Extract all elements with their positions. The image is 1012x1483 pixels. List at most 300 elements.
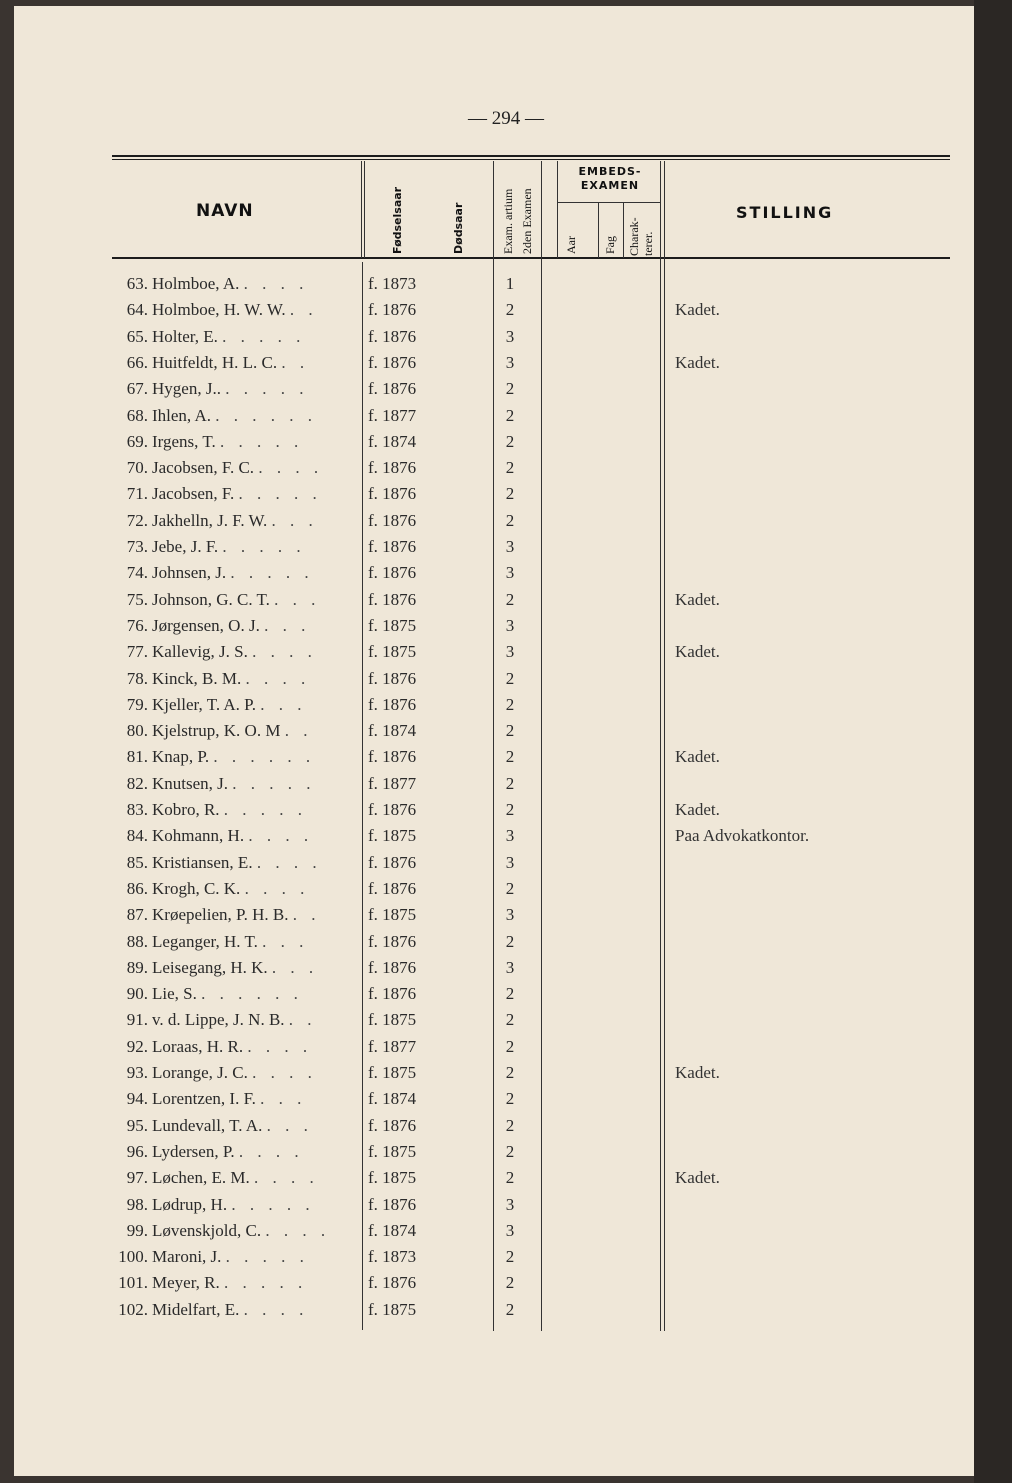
row-name	[152, 1010, 348, 1030]
header-exam-artium: Exam. artium	[501, 188, 515, 254]
table-row	[0, 300, 960, 326]
table-top-rule	[112, 155, 950, 157]
row-number: 89.	[126, 957, 148, 977]
row-birth-year: f. 1876	[368, 747, 417, 767]
row-name	[152, 406, 348, 426]
row-name-text: Lundevall, T. A.	[152, 1115, 263, 1135]
row-number: 92.	[126, 1036, 148, 1056]
row-name-text: Kallevig, J. S.	[152, 642, 248, 662]
row-name	[152, 747, 348, 767]
table-row	[0, 537, 960, 563]
row-birth-year: f. 1876	[368, 1194, 417, 1214]
row-name	[152, 669, 348, 689]
row-name	[152, 1116, 348, 1136]
row-number: 70.	[126, 458, 148, 478]
row-name-text: Krogh, C. K.	[152, 878, 241, 898]
row-name	[152, 1247, 348, 1267]
row-leader-dots: . . . .	[243, 1299, 309, 1319]
row-number: 67.	[126, 379, 148, 399]
row-leader-dots: . . . .	[247, 1036, 313, 1056]
column-divider	[361, 161, 362, 258]
row-stilling: Kadet.	[675, 589, 720, 609]
row-name	[152, 800, 348, 820]
table-row	[0, 563, 960, 589]
row-stilling: Kadet.	[675, 1168, 720, 1188]
row-name-text: Kjeller, T. A. P.	[152, 694, 256, 714]
row-name	[152, 511, 348, 531]
row-name	[152, 879, 348, 899]
row-stilling: Paa Advokatkontor.	[675, 826, 810, 846]
row-birth-year: f. 1876	[368, 957, 417, 977]
row-birth-year: f. 1876	[368, 326, 417, 346]
row-number: 66.	[126, 352, 148, 372]
row-exam-grade: 3	[505, 537, 515, 556]
header-charak-line1: Charak-	[627, 217, 641, 256]
row-name-text: Krøepelien, P. H. B.	[152, 905, 289, 925]
header-embeds-line1: EMBEDS-	[578, 165, 642, 178]
page-edge-shadow	[974, 0, 1012, 1483]
row-leader-dots: . . . . . .	[213, 747, 316, 767]
row-birth-year: f. 1874	[368, 1220, 417, 1240]
row-name	[152, 774, 348, 794]
row-number: 88.	[126, 931, 148, 951]
row-name-text: Kohmann, H.	[152, 826, 245, 846]
row-birth-year: f. 1876	[368, 668, 417, 688]
table-row	[0, 1116, 960, 1142]
row-exam-grade: 2	[505, 405, 515, 425]
header-embeds-line2: EXAMEN	[580, 179, 640, 192]
row-exam-grade: 2	[505, 1273, 515, 1293]
row-exam-grade: 3	[505, 826, 515, 846]
row-number: 90.	[126, 984, 148, 1004]
row-exam-grade: 3	[505, 615, 515, 635]
row-name	[152, 826, 348, 846]
row-name	[152, 274, 348, 294]
table-row	[0, 1247, 960, 1273]
row-stilling: Kadet.	[675, 352, 720, 372]
row-exam-grade: 2	[505, 878, 515, 898]
header-aar: Aar	[564, 236, 578, 254]
row-number: 87.	[126, 905, 148, 925]
row-birth-year: f. 1875	[368, 826, 417, 846]
row-number: 73.	[126, 537, 148, 556]
row-birth-year: f. 1875	[368, 615, 417, 635]
row-exam-grade: 3	[505, 326, 515, 346]
row-stilling: Kadet.	[675, 800, 720, 819]
table-row	[0, 1037, 960, 1063]
row-birth-year: f. 1876	[368, 1115, 417, 1135]
row-exam-grade: 2	[505, 694, 515, 714]
row-exam-grade: 3	[505, 852, 515, 872]
row-leader-dots: . .	[288, 1010, 317, 1030]
row-exam-grade: 2	[505, 984, 515, 1004]
row-number: 80.	[126, 721, 148, 741]
row-leader-dots: . . . .	[244, 878, 310, 898]
row-name-text: Løvenskjold, C.	[152, 1220, 262, 1240]
row-name-text: Maroni, J.	[152, 1247, 222, 1267]
table-row	[0, 905, 960, 931]
row-name	[152, 353, 348, 373]
row-exam-grade: 2	[505, 1063, 515, 1082]
table-row	[0, 484, 960, 510]
row-exam-grade: 3	[505, 1220, 515, 1240]
row-number: 101.	[118, 1273, 148, 1293]
table-row	[0, 379, 960, 405]
row-leader-dots: . . .	[260, 1089, 307, 1109]
row-exam-grade: 2	[505, 800, 515, 819]
row-birth-year: f. 1876	[368, 984, 417, 1004]
table-row	[0, 721, 960, 747]
row-leader-dots: . . .	[260, 694, 307, 714]
table-row	[0, 879, 960, 905]
row-number: 82.	[126, 773, 148, 793]
row-name-text: Kinck, B. M.	[152, 668, 242, 688]
row-name	[152, 1300, 348, 1320]
row-leader-dots: . . . .	[245, 668, 311, 688]
row-number: 68.	[126, 405, 148, 425]
row-name-text: Jacobsen, F. C.	[152, 458, 255, 478]
row-name-text: Ihlen, A.	[152, 405, 212, 425]
row-birth-year: f. 1875	[368, 642, 417, 662]
row-exam-grade: 2	[505, 589, 515, 609]
row-leader-dots: . . . . .	[223, 800, 308, 819]
row-name-text: Huitfeldt, H. L. C.	[152, 352, 278, 372]
table-row	[0, 826, 960, 852]
column-divider	[623, 203, 624, 258]
row-leader-dots: . . . . .	[222, 537, 306, 556]
row-name-text: Knap, P.	[152, 747, 210, 767]
row-name-text: Lie, S.	[152, 984, 197, 1004]
row-name-text: Johnson, G. C. T.	[152, 589, 270, 609]
row-number: 64.	[126, 300, 148, 320]
table-row	[0, 274, 960, 300]
row-name-text: Hygen, J..	[152, 379, 221, 399]
row-exam-grade: 2	[505, 484, 515, 504]
table-row	[0, 1168, 960, 1194]
table-row	[0, 984, 960, 1010]
row-name	[152, 1089, 348, 1109]
row-exam-grade: 2	[505, 747, 515, 767]
row-name-text: Leganger, H. T.	[152, 931, 258, 951]
row-birth-year: f. 1875	[368, 1141, 417, 1161]
row-name	[152, 484, 348, 504]
row-birth-year: f. 1876	[368, 510, 417, 530]
row-number: 95.	[126, 1115, 148, 1135]
table-row	[0, 853, 960, 879]
row-name-text: Loraas, H. R.	[152, 1036, 244, 1056]
row-exam-grade: 3	[505, 957, 515, 977]
table-row	[0, 1300, 960, 1326]
row-number: 65.	[126, 326, 148, 346]
row-birth-year: f. 1877	[368, 1036, 417, 1056]
row-leader-dots: . . . . .	[238, 484, 322, 504]
table-row	[0, 327, 960, 353]
row-stilling: Kadet.	[675, 1063, 720, 1082]
row-exam-grade: 1	[505, 274, 515, 293]
row-name-text: Holmboe, H. W. W.	[152, 300, 286, 320]
row-leader-dots: . . . .	[252, 1063, 317, 1082]
row-birth-year: f. 1874	[368, 721, 417, 741]
header-embeds-examen	[558, 165, 662, 193]
row-birth-year: f. 1877	[368, 405, 417, 425]
row-birth-year: f. 1875	[368, 1168, 417, 1188]
row-leader-dots: . . . .	[238, 1141, 304, 1161]
row-stilling: Kadet.	[675, 747, 720, 767]
row-name-text: Irgens, T.	[152, 431, 216, 451]
row-name	[152, 932, 348, 952]
row-name	[152, 432, 348, 452]
row-birth-year: f. 1873	[368, 274, 417, 293]
row-name-text: Holmboe, A.	[152, 274, 240, 293]
row-number: 102.	[118, 1299, 148, 1319]
table-row	[0, 958, 960, 984]
header-charak-line2: terer.	[641, 231, 655, 256]
header-navn: NAVN	[196, 201, 254, 221]
row-name-text: Løchen, E. M.	[152, 1168, 250, 1188]
row-leader-dots: . . . . . .	[201, 984, 303, 1004]
row-birth-year: f. 1874	[368, 431, 417, 451]
table-row	[0, 1089, 960, 1115]
row-leader-dots: . . .	[262, 931, 309, 951]
row-name	[152, 1142, 348, 1162]
row-exam-grade: 3	[505, 1194, 515, 1214]
table-row	[0, 1010, 960, 1036]
header-dodsaar: Dødsaar	[452, 202, 465, 254]
table-row	[0, 695, 960, 721]
row-exam-grade: 2	[505, 300, 515, 320]
row-name-text: Midelfart, E.	[152, 1299, 240, 1319]
row-number: 74.	[126, 563, 148, 583]
row-birth-year: f. 1875	[368, 905, 417, 925]
row-exam-grade: 3	[505, 563, 515, 583]
row-name-text: Johnsen, J.	[152, 563, 227, 583]
row-leader-dots: . . . . .	[230, 563, 314, 583]
row-name	[152, 984, 348, 1004]
row-name-text: Lorentzen, I. F.	[152, 1089, 256, 1109]
row-name	[152, 616, 348, 636]
row-birth-year: f. 1876	[368, 589, 417, 609]
row-name-text: Lydersen, P.	[152, 1141, 235, 1161]
row-number: 99.	[126, 1220, 148, 1240]
column-divider	[364, 161, 365, 258]
row-number: 84.	[126, 826, 148, 846]
table-row	[0, 642, 960, 668]
row-birth-year: f. 1873	[368, 1247, 417, 1267]
row-name	[152, 590, 348, 610]
row-number: 98.	[126, 1194, 148, 1214]
row-birth-year: f. 1876	[368, 694, 417, 714]
row-name	[152, 721, 348, 741]
row-leader-dots: . . . . .	[231, 1194, 315, 1214]
table-header-bottom-rule	[112, 257, 950, 259]
row-birth-year: f. 1875	[368, 1010, 417, 1030]
row-exam-grade: 2	[505, 668, 515, 688]
row-exam-grade: 2	[505, 1299, 515, 1319]
table-row	[0, 1195, 960, 1221]
row-leader-dots: . . . . .	[224, 1273, 308, 1293]
row-name	[152, 1195, 348, 1215]
row-number: 76.	[126, 615, 148, 635]
row-leader-dots: . . .	[271, 510, 318, 530]
row-leader-dots: . .	[292, 905, 321, 925]
row-leader-dots: . . . .	[243, 274, 309, 293]
row-number: 91.	[126, 1010, 148, 1030]
row-stilling: Kadet.	[675, 642, 720, 662]
row-number: 86.	[126, 878, 148, 898]
row-number: 81.	[126, 747, 148, 767]
row-name	[152, 642, 348, 662]
table-row	[0, 747, 960, 773]
table-row	[0, 432, 960, 458]
row-leader-dots: . . . . .	[225, 1247, 309, 1267]
row-name	[152, 1273, 348, 1293]
row-birth-year: f. 1875	[368, 1299, 417, 1319]
row-leader-dots: . .	[289, 300, 318, 320]
row-leader-dots: . . . .	[252, 642, 317, 662]
row-number: 63.	[126, 274, 148, 293]
table-row	[0, 800, 960, 826]
row-leader-dots: . . . .	[265, 1220, 331, 1240]
row-exam-grade: 2	[505, 1141, 515, 1161]
row-name	[152, 537, 348, 557]
row-number: 71.	[126, 484, 148, 504]
header-anden-examen: 2den Examen	[520, 188, 534, 254]
row-number: 93.	[126, 1063, 148, 1082]
row-birth-year: f. 1874	[368, 1089, 417, 1109]
column-divider	[598, 203, 599, 258]
row-name	[152, 1168, 348, 1188]
header-fodselsaar: Fødselsaar	[391, 186, 404, 254]
row-exam-grade: 2	[505, 931, 515, 951]
row-exam-grade: 2	[505, 1089, 515, 1109]
row-leader-dots: . . .	[274, 589, 321, 609]
row-exam-grade: 3	[505, 905, 515, 925]
row-exam-grade: 2	[505, 510, 515, 530]
row-birth-year: f. 1876	[368, 931, 417, 951]
row-exam-grade: 2	[505, 431, 515, 451]
row-leader-dots: . . . .	[248, 826, 314, 846]
row-name-text: Lødrup, H.	[152, 1194, 228, 1214]
row-number: 72.	[126, 510, 148, 530]
row-name-text: Meyer, R.	[152, 1273, 220, 1293]
table-row	[0, 932, 960, 958]
row-name-text: Lorange, J. C.	[152, 1063, 248, 1082]
row-exam-grade: 2	[505, 1115, 515, 1135]
table-row	[0, 353, 960, 379]
row-name-text: Holter, E.	[152, 326, 218, 346]
row-name-text: v. d. Lippe, J. N. B.	[152, 1010, 285, 1030]
row-number: 100.	[118, 1247, 148, 1267]
row-birth-year: f. 1876	[368, 878, 417, 898]
row-birth-year: f. 1876	[368, 484, 417, 504]
row-stilling: Kadet.	[675, 300, 720, 320]
row-number: 75.	[126, 589, 148, 609]
table-row	[0, 669, 960, 695]
row-birth-year: f. 1876	[368, 1273, 417, 1293]
row-leader-dots: . . . .	[256, 852, 322, 872]
row-exam-grade: 2	[505, 1036, 515, 1056]
row-name	[152, 853, 348, 873]
row-name	[152, 1037, 348, 1057]
row-leader-dots: . . . . .	[225, 379, 309, 399]
table-row	[0, 590, 960, 616]
table-row	[0, 1273, 960, 1299]
row-leader-dots: . . .	[271, 957, 319, 977]
row-number: 94.	[126, 1089, 148, 1109]
row-name	[152, 905, 348, 925]
row-number: 69.	[126, 431, 148, 451]
row-exam-grade: 3	[505, 352, 515, 372]
table-row	[0, 511, 960, 537]
row-name	[152, 563, 348, 583]
table-top-rule-thin	[112, 159, 950, 160]
table-row	[0, 1142, 960, 1168]
row-leader-dots: . . .	[264, 615, 311, 635]
row-name	[152, 695, 348, 715]
row-name-text: Kristiansen, E.	[152, 852, 253, 872]
row-number: 97.	[126, 1168, 148, 1188]
row-number: 77.	[126, 642, 148, 662]
row-name-text: Knutsen, J.	[152, 773, 229, 793]
row-name-text: Kobro, R.	[152, 800, 220, 819]
row-birth-year: f. 1876	[368, 563, 417, 583]
row-number: 79.	[126, 694, 148, 714]
row-number: 96.	[126, 1141, 148, 1161]
row-name	[152, 1221, 348, 1241]
row-birth-year: f. 1876	[368, 852, 417, 872]
row-leader-dots: . . . .	[253, 1168, 319, 1188]
row-name-text: Kjelstrup, K. O. M	[152, 721, 281, 741]
row-name-text: Jacobsen, F.	[152, 484, 235, 504]
header-stilling: STILLING	[736, 203, 834, 222]
row-birth-year: f. 1876	[368, 300, 417, 320]
row-birth-year: f. 1876	[368, 379, 417, 399]
table-row	[0, 774, 960, 800]
row-name-text: Jakhelln, J. F. W.	[152, 510, 268, 530]
row-name	[152, 327, 348, 347]
row-exam-grade: 2	[505, 458, 515, 478]
row-exam-grade: 3	[505, 642, 515, 662]
row-leader-dots: . . . . . .	[215, 405, 318, 425]
row-leader-dots: . .	[281, 352, 310, 372]
row-number: 78.	[126, 668, 148, 688]
table-row	[0, 406, 960, 432]
row-birth-year: f. 1876	[368, 800, 417, 819]
row-leader-dots: . . . .	[258, 458, 324, 478]
row-leader-dots: . . . . .	[232, 773, 316, 793]
row-exam-grade: 2	[505, 1168, 515, 1188]
row-name	[152, 379, 348, 399]
row-exam-grade: 2	[505, 1010, 515, 1030]
row-exam-grade: 2	[505, 721, 515, 741]
page-number: — 294 —	[468, 108, 544, 129]
table-row	[0, 616, 960, 642]
row-name	[152, 958, 348, 978]
row-birth-year: f. 1876	[368, 352, 417, 372]
embeds-divider	[557, 202, 661, 203]
row-exam-grade: 2	[505, 1247, 515, 1267]
row-name	[152, 458, 348, 478]
row-name-text: Jebe, J. F.	[152, 537, 219, 556]
row-name	[152, 300, 348, 320]
row-birth-year: f. 1876	[368, 537, 417, 556]
row-number: 83.	[126, 800, 148, 819]
row-name-text: Jørgensen, O. J.	[152, 615, 260, 635]
header-fag: Fag	[603, 236, 617, 254]
row-name	[152, 1063, 348, 1083]
row-number: 85.	[126, 852, 148, 872]
table-row	[0, 1221, 960, 1247]
